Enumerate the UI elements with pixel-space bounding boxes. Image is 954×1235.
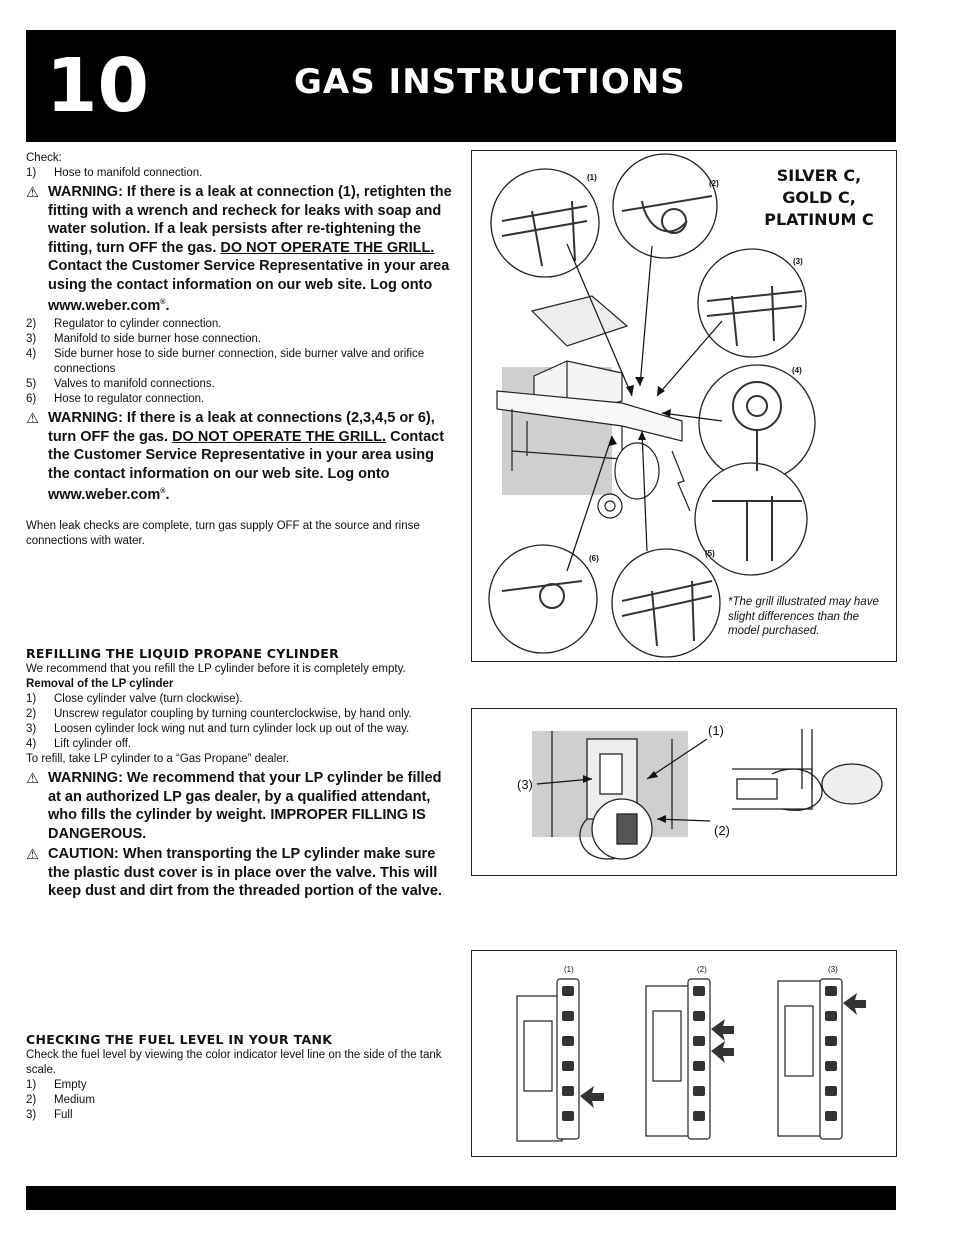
fuel-level-list [26, 1078, 454, 1123]
illustration-note: *The grill illustrated may have slight differences than the model purchased. [728, 596, 879, 637]
list-item: 3) Manifold to side burner hose connection. [26, 333, 262, 346]
refill-section [26, 646, 454, 903]
warning-triangle-icon: ⚠ [26, 847, 39, 863]
callout-1: (1) [564, 965, 574, 974]
warning-triangle-icon: ⚠ [26, 411, 39, 428]
list-item: 3) Loosen cylinder lock wing nut and turn cylinder lock up out of the way. [26, 723, 410, 735]
callout-5: (5) [705, 549, 715, 558]
warning-connection-1: ⚠ WARNING: If there is a leak at connection (1), retighten the fitting with a wrench and recheck for leaks with soap and water solution. If a leak persists after re-tightening the fitting, turn OFF the gas. DO NOT OPERATE THE GRILL. Contact the Customer Service Representative in your area using the contact information on our web site. Log onto www.weber.com®. [26, 184, 452, 314]
list-item: 3) Full [26, 1109, 73, 1121]
refill-subhead: Removal of the LP cylinder [26, 678, 174, 690]
list-item: 1) Close cylinder valve (turn clockwise). [26, 693, 243, 705]
callout-6: (6) [589, 554, 599, 563]
list-item: 1) Hose to manifold connection. [26, 167, 203, 179]
warning-refill: ⚠ WARNING: We recommend that your LP cylinder be filled at an authorized LP gas dealer, by a qualified attendant, who fills the cylinder by weight. IMPROPER FILLING IS DANGEROUS. [26, 770, 442, 842]
callout-3: (3) [828, 965, 838, 974]
callout-3: (3) [793, 257, 803, 266]
page-number: 10 [46, 43, 149, 129]
leak-check-list-b [26, 317, 454, 407]
callout-1: (1) [708, 723, 724, 738]
leak-check-section [26, 151, 454, 549]
footer-bar [26, 1186, 896, 1210]
list-item: 5) Valves to manifold connections. [26, 378, 215, 391]
model-label: SILVER C, GOLD C, PLATINUM C [764, 166, 874, 229]
warning-triangle-icon: ⚠ [26, 771, 39, 787]
fuel-level-title: CHECKING THE FUEL LEVEL IN YOUR TANK [26, 1032, 333, 1047]
refill-steps [26, 692, 454, 752]
callout-2: (2) [697, 965, 707, 974]
refill-intro: We recommend that you refill the LP cylinder before it is completely empty. [26, 663, 406, 675]
leak-check-closing: When leak checks are complete, turn gas supply OFF at the source and rinse connections with water. [26, 519, 420, 547]
fuel-level-section [26, 1032, 454, 1123]
cylinder-removal-figure [471, 708, 897, 876]
list-item: 2) Unscrew regulator coupling by turning counterclockwise, by hand only. [26, 708, 412, 720]
list-item: 2) Regulator to cylinder connection. [26, 318, 222, 331]
warning-connections-2-6: ⚠ WARNING: If there is a leak at connections (2,3,4,5 or 6), turn OFF the gas. DO NOT OPERATE THE GRILL. Contact the Customer Service Representative in your area using the contact information on our web site. Log onto www.weber.com®. [26, 410, 445, 504]
callout-4: (4) [792, 366, 802, 375]
leak-check-intro: Check: [26, 152, 62, 164]
list-item: 1) Empty [26, 1079, 87, 1091]
callout-1: (1) [587, 173, 597, 182]
list-item: 6) Hose to regulator connection. [26, 393, 205, 406]
warning-triangle-icon: ⚠ [26, 185, 39, 201]
tank-scale-illustration [472, 951, 896, 1156]
callout-2: (2) [709, 179, 719, 188]
refill-dealer-note: To refill, take LP cylinder to a “Gas Propane” dealer. [26, 753, 290, 765]
leak-check-figure [471, 150, 897, 662]
list-item: 2) Medium [26, 1094, 95, 1106]
list-item: 4) Lift cylinder off. [26, 738, 132, 750]
caution-transport: ⚠ CAUTION: When transporting the LP cylinder make sure the plastic dust cover is in place over the valve. This will keep dust and dirt from the threaded portion of the valve. [26, 846, 442, 899]
callout-3: (3) [517, 777, 533, 792]
callout-2: (2) [714, 823, 730, 838]
fuel-level-figure [471, 950, 897, 1157]
leak-check-list-a [26, 166, 454, 181]
regulator-cylinder-illustration [472, 709, 896, 875]
refill-title: REFILLING THE LIQUID PROPANE CYLINDER [26, 646, 340, 661]
fuel-level-intro: Check the fuel level by viewing the color indicator level line on the side of the tank scale. [26, 1049, 442, 1076]
page-title: GAS INSTRUCTIONS [294, 62, 686, 102]
list-item: 4) Side burner hose to side burner connection, side burner valve and orifice connections [26, 348, 425, 376]
page-header [26, 30, 896, 142]
